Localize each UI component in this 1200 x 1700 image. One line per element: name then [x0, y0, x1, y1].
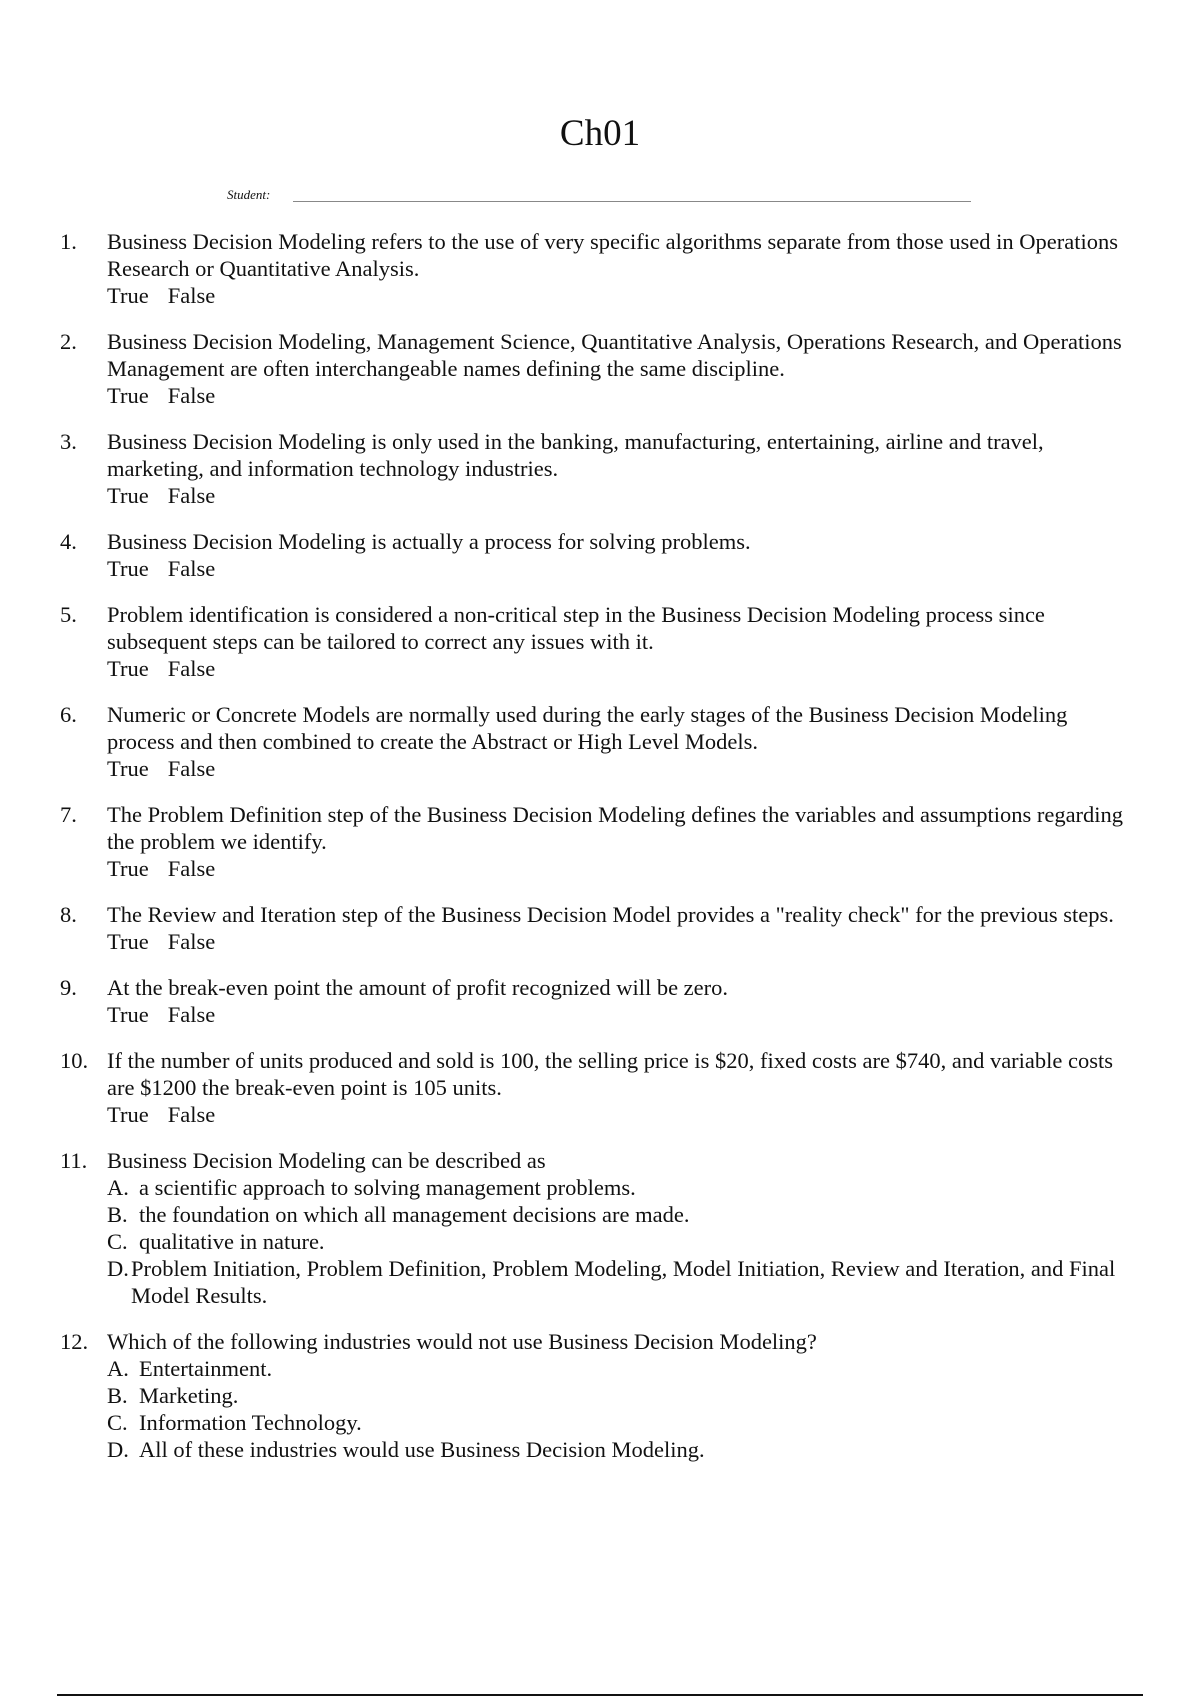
question-number: 3.: [60, 429, 77, 454]
choice-letter: A.: [107, 1175, 129, 1200]
true-false-options: [107, 382, 1140, 409]
choice-text: qualitative in nature.: [139, 1229, 325, 1254]
true-false-options: [107, 555, 1140, 582]
false-option: False: [167, 283, 216, 308]
choice-letter: D.: [107, 1256, 129, 1281]
true-option: True: [107, 929, 149, 954]
true-option: True: [107, 383, 149, 408]
question-number: 1.: [60, 229, 77, 254]
question-list: [60, 228, 1140, 1482]
question-number: 9.: [60, 975, 77, 1000]
true-false-options: [107, 282, 1140, 309]
question-item: [60, 974, 1140, 1028]
question-number: 12.: [60, 1329, 89, 1354]
true-false-options: [107, 1101, 1140, 1128]
question-text: Business Decision Modeling refers to the use of very specific algorithms separate from those used in Operations Research or Quantitative Analysis.: [107, 229, 1118, 281]
answer-choice: [107, 1174, 1140, 1201]
true-option: True: [107, 756, 149, 781]
choice-text: a scientific approach to solving management problems.: [139, 1175, 636, 1200]
true-option: True: [107, 656, 149, 681]
answer-choice: [107, 1355, 1140, 1382]
question-text: Numeric or Concrete Models are normally used during the early stages of the Business Decision Modeling process and then combined to create the Abstract or High Level Models.: [107, 702, 1068, 754]
question-item: [60, 428, 1140, 509]
page-title: Ch01: [559, 113, 641, 154]
question-number: 7.: [60, 802, 77, 827]
student-name-line: [293, 201, 971, 202]
choice-text: All of these industries would use Business Decision Modeling.: [139, 1437, 705, 1462]
true-option: True: [107, 1102, 149, 1127]
answer-choice: [107, 1382, 1140, 1409]
true-option: True: [107, 556, 149, 581]
true-false-options: [107, 855, 1140, 882]
true-false-options: [107, 928, 1140, 955]
question-text: The Problem Definition step of the Business Decision Modeling defines the variables and assumptions regarding the problem we identify.: [107, 802, 1124, 854]
false-option: False: [167, 756, 216, 781]
false-option: False: [167, 383, 216, 408]
answer-choice: [107, 1201, 1140, 1228]
question-item: [60, 1047, 1140, 1128]
choice-text: Problem Initiation, Problem Definition, Problem Modeling, Model Initiation, Review and Iteration, and Final Model Results.: [131, 1256, 1116, 1308]
question-number: 2.: [60, 329, 77, 354]
true-option: True: [107, 1002, 149, 1027]
false-option: False: [167, 1002, 216, 1027]
choice-letter: C.: [107, 1229, 128, 1254]
question-item: [60, 1147, 1140, 1309]
choice-text: Information Technology.: [139, 1410, 362, 1435]
question-text: Problem identification is considered a non-critical step in the Business Decision Modeling process since subsequent steps can be tailored to correct any issues with it.: [107, 602, 1045, 654]
question-item: [60, 228, 1140, 309]
false-option: False: [167, 929, 216, 954]
student-label: Student:: [227, 187, 271, 202]
question-number: 11.: [60, 1148, 88, 1173]
true-false-options: [107, 1001, 1140, 1028]
question-text: Business Decision Modeling is only used in the banking, manufacturing, entertaining, airline and travel, marketing, and information technology industries.: [107, 429, 1044, 481]
question-text: If the number of units produced and sold is 100, the selling price is $20, fixed costs are $740, and variable costs are $1200 the break-even point is 105 units.: [107, 1048, 1114, 1100]
question-number: 8.: [60, 902, 77, 927]
question-item: [60, 701, 1140, 782]
choice-letter: A.: [107, 1356, 129, 1381]
student-field: [227, 184, 972, 208]
question-number: 5.: [60, 602, 77, 627]
choice-letter: D.: [107, 1437, 129, 1462]
answer-choice: [107, 1228, 1140, 1255]
true-option: True: [107, 283, 149, 308]
true-option: True: [107, 483, 149, 508]
question-item: [60, 528, 1140, 582]
answer-choice: [107, 1409, 1140, 1436]
question-number: 6.: [60, 702, 77, 727]
question-text: Business Decision Modeling is actually a process for solving problems.: [107, 529, 751, 554]
false-option: False: [167, 483, 216, 508]
choice-letter: B.: [107, 1383, 128, 1408]
true-false-options: [107, 755, 1140, 782]
answer-choice: [107, 1255, 1140, 1309]
answer-choice: [107, 1436, 1140, 1463]
question-item: [60, 1328, 1140, 1463]
question-item: [60, 901, 1140, 955]
question-number: 4.: [60, 529, 77, 554]
question-text: At the break-even point the amount of profit recognized will be zero.: [107, 975, 729, 1000]
question-item: [60, 801, 1140, 882]
question-item: [60, 328, 1140, 409]
question-text: Business Decision Modeling, Management Science, Quantitative Analysis, Operations Research, and Operations Management are often interchangeable names defining the same discipline.: [107, 329, 1122, 381]
false-option: False: [167, 856, 216, 881]
choice-text: Entertainment.: [139, 1356, 273, 1381]
question-text: Which of the following industries would not use Business Decision Modeling?: [107, 1329, 817, 1354]
true-option: True: [107, 856, 149, 881]
choice-text: the foundation on which all management decisions are made.: [139, 1202, 690, 1227]
false-option: False: [167, 1102, 216, 1127]
choice-letter: C.: [107, 1410, 128, 1435]
page-bottom-rule: [57, 1694, 1143, 1696]
false-option: False: [167, 656, 216, 681]
true-false-options: [107, 655, 1140, 682]
choice-text: Marketing.: [139, 1383, 239, 1408]
question-item: [60, 601, 1140, 682]
question-text: Business Decision Modeling can be described as: [107, 1148, 546, 1173]
false-option: False: [167, 556, 216, 581]
question-number: 10.: [60, 1048, 89, 1073]
true-false-options: [107, 482, 1140, 509]
choice-letter: B.: [107, 1202, 128, 1227]
question-text: The Review and Iteration step of the Business Decision Model provides a "reality check" for the previous steps.: [107, 902, 1114, 927]
